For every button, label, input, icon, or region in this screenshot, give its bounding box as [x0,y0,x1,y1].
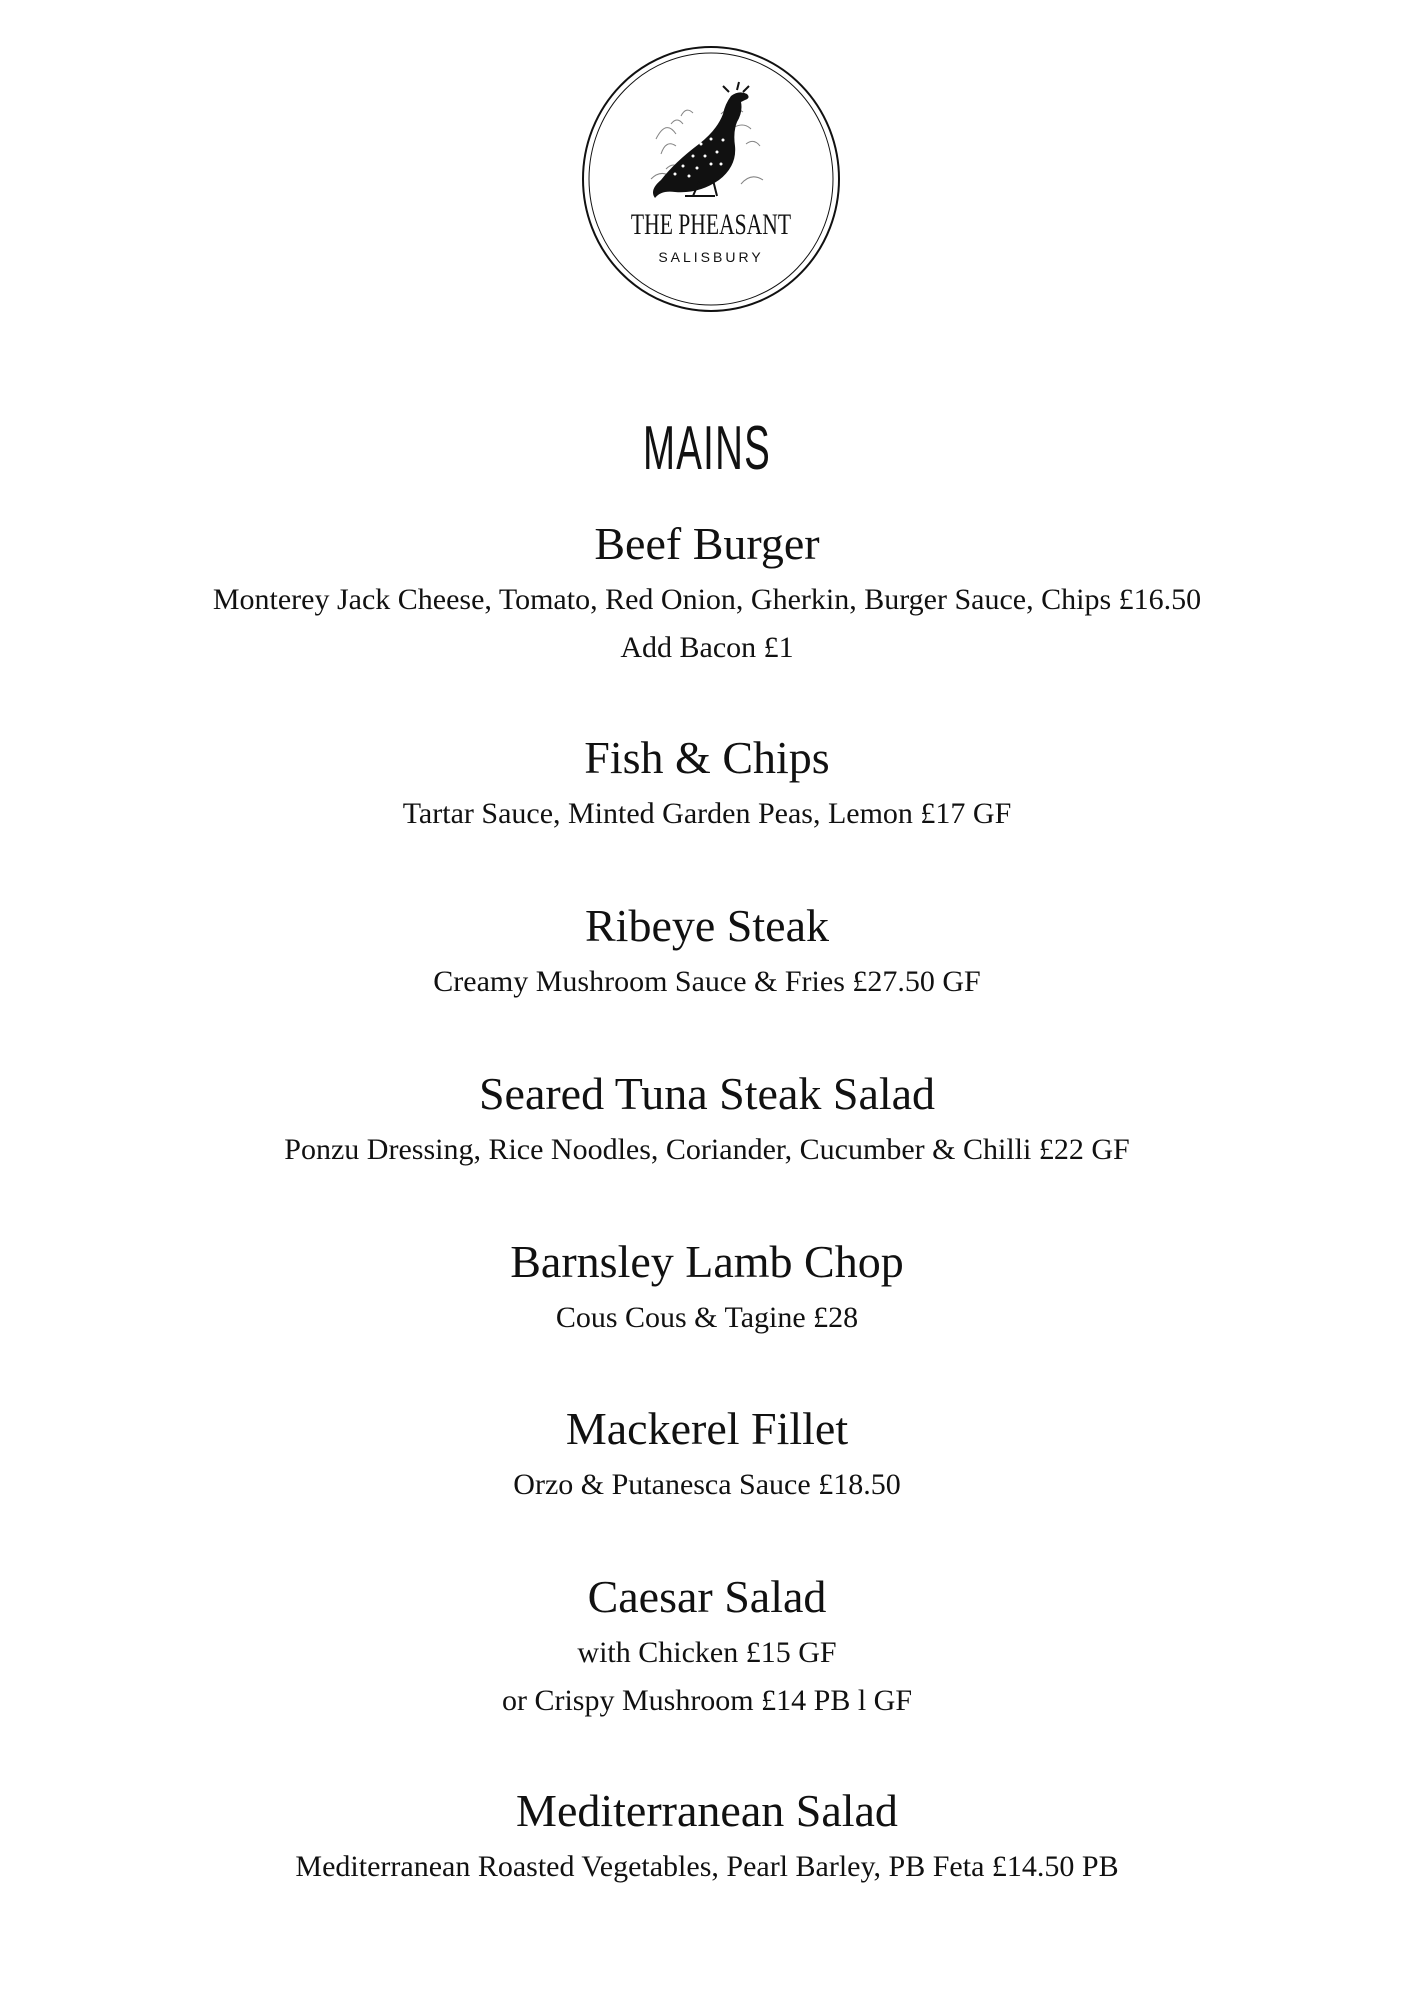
dish-description: Creamy Mushroom Sauce & Fries £27.50 GF [433,965,981,998]
dish-description: Mediterranean Roasted Vegetables, Pearl Barley, PB Feta £14.50 PB [295,1850,1119,1883]
dish-description: Tartar Sauce, Minted Garden Peas, Lemon £17 GF [402,797,1012,830]
dish-name: Barnsley Lamb Chop [510,1236,904,1287]
dish-description: Orzo & Putanesca Sauce £18.50 [513,1468,901,1501]
dish-description: Cous Cous & Tagine £28 [555,1301,859,1334]
dish-name: Caesar Salad [587,1571,827,1622]
dish-item [0,730,1414,838]
dish-description: Monterey Jack Cheese, Tomato, Red Onion, Gherkin, Burger Sauce, Chips £16.50 [212,583,1202,616]
dish-option: or Crispy Mushroom £14 PB l GF [501,1684,913,1717]
dish-item [0,1401,1414,1509]
brand-name: THE PHEASANT [630,207,792,241]
dish-name: Fish & Chips [584,732,830,783]
dish-name: Beef Burger [594,518,820,569]
dish-description: Ponzu Dressing, Rice Noodles, Coriander, Cucumber & Chilli £22 GF [284,1133,1130,1166]
dish-item [0,1234,1414,1342]
dish-name: Seared Tuna Steak Salad [478,1068,936,1119]
pheasant-logo [581,44,841,314]
section-title: MAINS [643,413,771,483]
dish-item [0,516,1414,672]
logo-emblem [581,44,841,314]
dish-name: Mediterranean Salad [516,1785,898,1836]
dish-name: Ribeye Steak [585,900,829,951]
dish-item [0,1783,1414,1891]
dish-addon: Add Bacon £1 [620,631,794,664]
dish-option: with Chicken £15 GF [577,1636,837,1669]
brand-location: SALISBURY [658,249,764,265]
pheasant-icon [653,82,749,198]
dish-item [0,1066,1414,1174]
dish-item [0,1569,1414,1725]
dish-name: Mackerel Fillet [565,1403,849,1454]
dish-item [0,898,1414,1006]
